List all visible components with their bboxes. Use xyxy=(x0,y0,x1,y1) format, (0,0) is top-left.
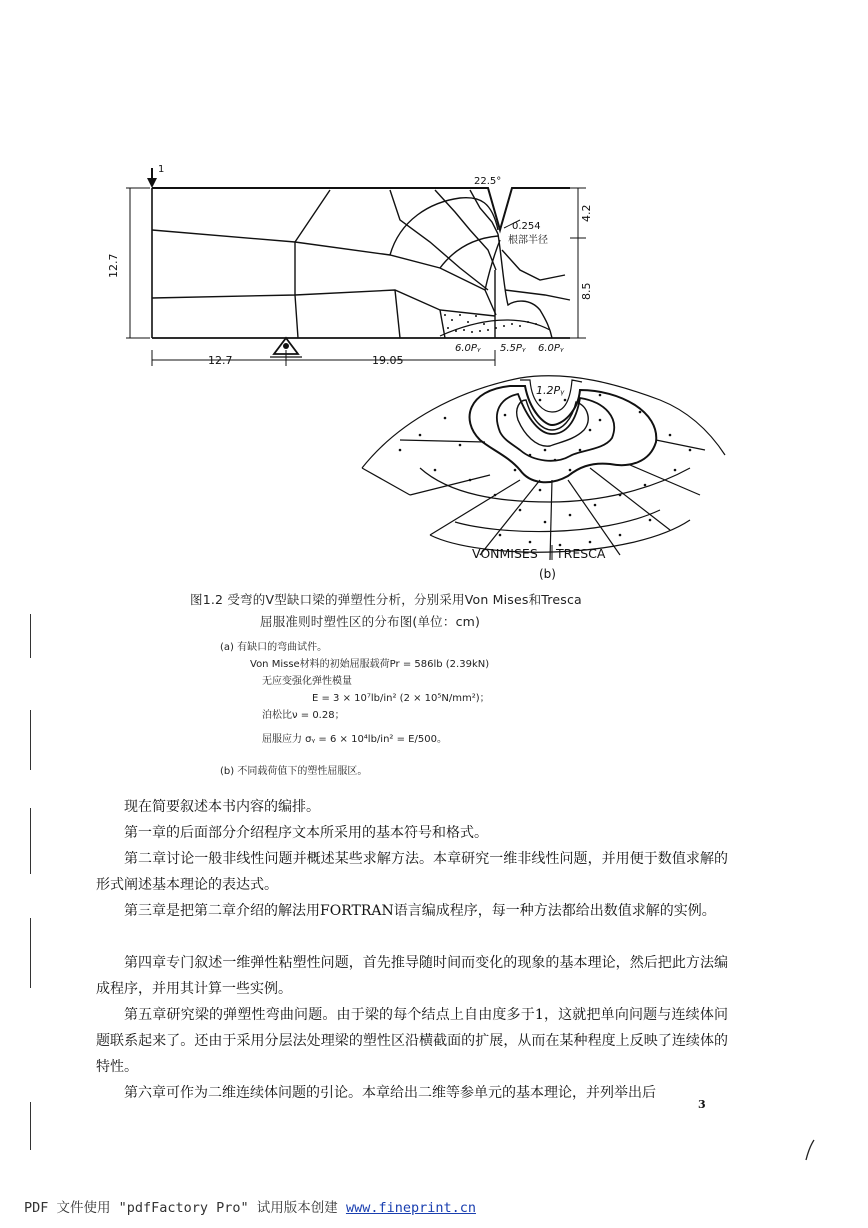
criteria-vonmises-label: VONMISES xyxy=(472,546,538,561)
note-yield-stress: 屈服应力 σᵧ = 6 × 10⁴lb/in² = E/500。 xyxy=(262,734,447,745)
paragraph-chapter-2: 第二章讨论一般非线性问题并概述某些求解方法。本章研究一维非线性问题，并用便于数值求解的形式阐述基本理论的表达式。 xyxy=(96,851,728,893)
note-poisson: 泊松比ν = 0.28； xyxy=(262,710,345,721)
load-label-d: 1.2Pᵧ xyxy=(536,384,565,397)
pdf-footer-text: PDF 文件使用 "pdfFactory Pro" 试用版本创建 xyxy=(24,1200,346,1216)
page-number: 3 xyxy=(698,1098,706,1111)
paragraph-chapter-6: 第六章可作为二维连续体问题的引论。本章给出二维等参单元的基本理论，并列举出后 xyxy=(124,1085,656,1101)
note-b: (b) 不同载荷值下的塑性屈服区。 xyxy=(220,766,368,777)
margin-rule-1 xyxy=(30,614,31,658)
pdf-footer xyxy=(24,1196,476,1216)
fineprint-link[interactable]: www.fineprint.cn xyxy=(345,1200,476,1216)
root-radius-label: 根部半径 xyxy=(508,235,548,246)
paragraph-intro: 现在简要叙述本书内容的编排。 xyxy=(124,799,320,815)
dim-right-span-label: 19.05 xyxy=(372,354,404,367)
dim-left-span-label: 12.7 xyxy=(208,354,233,367)
note-yield-load: Von Misse材料的初始屈服载荷Pr = 586lb (2.39kN) xyxy=(250,659,490,670)
paragraph-chapter-1: 第一章的后面部分介绍程序文本所采用的基本符号和格式。 xyxy=(124,825,488,841)
margin-rule-2 xyxy=(30,710,31,770)
margin-rule-3 xyxy=(30,808,31,874)
load-arrow-label: 1 xyxy=(158,164,165,175)
note-a: (a) 有缺口的弯曲试件。 xyxy=(220,642,328,653)
note-modulus-value: E = 3 × 10⁷lb/in² (2 × 10⁵N/mm²)； xyxy=(312,693,490,704)
part-b-label: (b) xyxy=(539,567,556,581)
criteria-tresca-label: TRESCA xyxy=(556,546,606,561)
figure-caption-line1: 图1.2 受弯的V型缺口梁的弹塑性分析，分别采用Von Mises和Tresca xyxy=(190,592,582,607)
stray-mark xyxy=(802,1138,818,1164)
note-modulus-label: 无应变强化弹性模量 xyxy=(262,676,352,687)
load-label-b: 5.5Pᵧ xyxy=(500,343,526,354)
load-label-a: 6.0Pᵧ xyxy=(455,343,481,354)
margin-rule-4 xyxy=(30,918,31,988)
notch-angle-label: 22.5° xyxy=(474,176,502,187)
load-label-c: 6.0Pᵧ xyxy=(538,343,564,354)
paragraph-chapter-5: 第五章研究梁的弹塑性弯曲问题。由于梁的每个结点上自由度多于1，这就把单向问题与连续体问题联系起来了。还由于采用分层法处理梁的塑性区沿横截面的扩展，从而在某种程度上反映了连续体的特性。 xyxy=(96,1007,728,1075)
dim-top-label: 4.2 xyxy=(580,204,593,222)
notch-detail xyxy=(362,376,725,560)
beam-plastic-zone xyxy=(444,314,537,333)
paragraph-chapter-4: 第四章专门叙述一维弹性粘塑性问题，首先推导随时间而变化的现象的基本理论，然后把此方法编成程序，并用其计算一些实例。 xyxy=(96,955,728,997)
beam-mesh xyxy=(152,188,570,338)
paragraph-chapter-3: 第三章是把第二章介绍的解法用FORTRAN语言编成程序，每一种方法都给出数值求解的实例。 xyxy=(124,903,716,919)
figure-notched-beam xyxy=(100,150,760,590)
root-radius-value: 0.254 xyxy=(512,221,541,232)
figure-caption-line2: 屈服准则时塑性区的分布图(单位：cm) xyxy=(260,614,481,629)
dim-lower-label: 8.5 xyxy=(580,282,593,300)
margin-rule-5 xyxy=(30,1102,31,1150)
dim-height-label: 12.7 xyxy=(107,253,120,278)
